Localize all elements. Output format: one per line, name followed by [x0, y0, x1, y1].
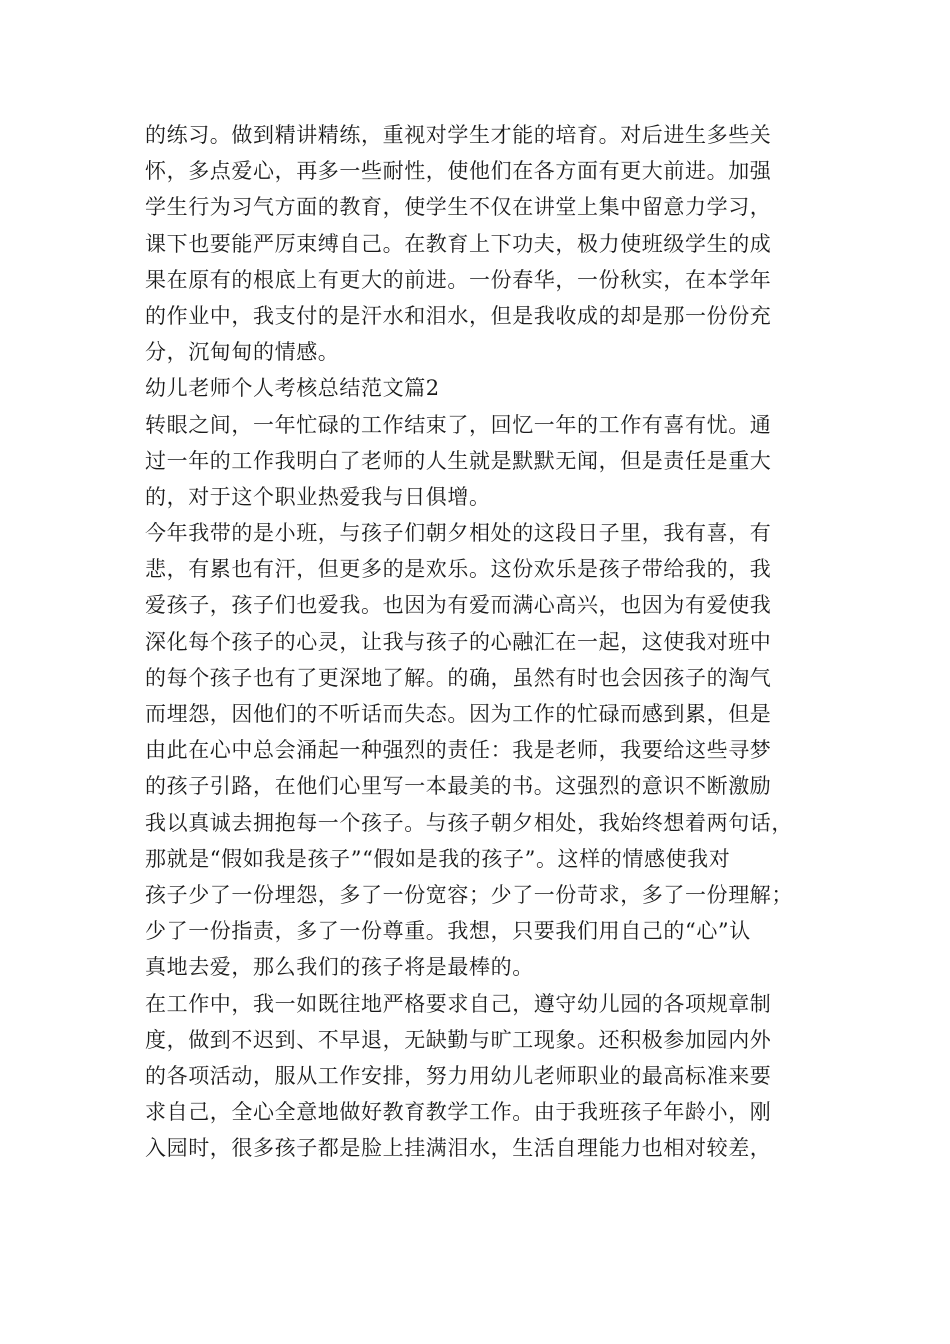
text-line: 学生行为习气方面的教育，使学生不仅在讲堂上集中留意力学习， — [145, 195, 772, 220]
text-line: 今年我带的是小班，与孩子们朝夕相处的这段日子里，我有喜，有 — [145, 521, 772, 546]
text-line: 由此在心中总会涌起一种强烈的责任：我是老师，我要给这些寻梦 — [145, 738, 772, 763]
text-line: 入园时，很多孩子都是脸上挂满泪水，生活自理能力也相对较差， — [145, 1136, 772, 1161]
document-body — [145, 117, 815, 1166]
text-line: 悲，有累也有汗，但更多的是欢乐。这份欢乐是孩子带给我的，我 — [145, 557, 772, 582]
text-line: 分，沉甸甸的情感。 — [145, 340, 340, 365]
text-line: 的各项活动，服从工作安排，努力用幼儿老师职业的最高标准来要 — [145, 1063, 772, 1088]
text-line: 的，对于这个职业热爱我与日俱增。 — [145, 484, 491, 509]
text-line: 过一年的工作我明白了老师的人生就是默默无闻，但是责任是重大 — [145, 448, 772, 473]
text-line: 我以真诚去拥抱每一个孩子。与孩子朝夕相处，我始终想着两句话， — [145, 810, 793, 835]
section-heading: 幼儿老师个人考核总结范文篇2 — [145, 376, 440, 401]
text-line: 少了一份指责，多了一份尊重。我想，只要我们用自己的“心”认 — [145, 919, 751, 944]
text-line: 怀，多点爱心，再多一些耐性，使他们在各方面有更大前进。加强 — [145, 159, 772, 184]
text-line: 孩子少了一份埋怨，多了一份宽容；少了一份苛求，多了一份理解； — [145, 882, 793, 907]
text-line: 真地去爱，那么我们的孩子将是最棒的。 — [145, 955, 534, 980]
text-line: 在工作中，我一如既往地严格要求自己，遵守幼儿园的各项规章制 — [145, 991, 772, 1016]
text-line: 的练习。做到精讲精练，重视对学生才能的培育。对后进生多些关 — [145, 123, 772, 147]
text-line: 而埋怨，因他们的不听话而失态。因为工作的忙碌而感到累，但是 — [145, 702, 772, 726]
text-line: 转眼之间，一年忙碌的工作结束了，回忆一年的工作有喜有忧。通 — [145, 412, 772, 437]
text-line: 的每个孩子也有了更深地了解。的确，虽然有时也会因孩子的淘气 — [145, 665, 772, 690]
text-line: 求自己，全心全意地做好教育教学工作。由于我班孩子年龄小，刚 — [145, 1100, 772, 1125]
text-line: 度，做到不迟到、不早退，无缺勤与旷工现象。还积极参加园内外 — [145, 1027, 772, 1052]
text-line: 那就是“假如我是孩子”“假如是我的孩子”。这样的情感使我对 — [145, 846, 731, 871]
text-line: 的孩子引路，在他们心里写一本最美的书。这强烈的意识不断激励 — [145, 774, 772, 799]
text-line: 的作业中，我支付的是汗水和泪水，但是我收成的却是那一份份充 — [145, 303, 772, 328]
text-line: 深化每个孩子的心灵，让我与孩子的心融汇在一起，这使我对班中 — [145, 629, 772, 654]
text-line: 课下也要能严厉束缚自己。在教育上下功夫，极力使班级学生的成 — [145, 231, 772, 256]
text-line: 果在原有的根底上有更大的前进。一份春华，一份秋实，在本学年 — [145, 267, 772, 292]
text-line: 爱孩子，孩子们也爱我。也因为有爱而满心高兴，也因为有爱使我 — [145, 593, 772, 618]
